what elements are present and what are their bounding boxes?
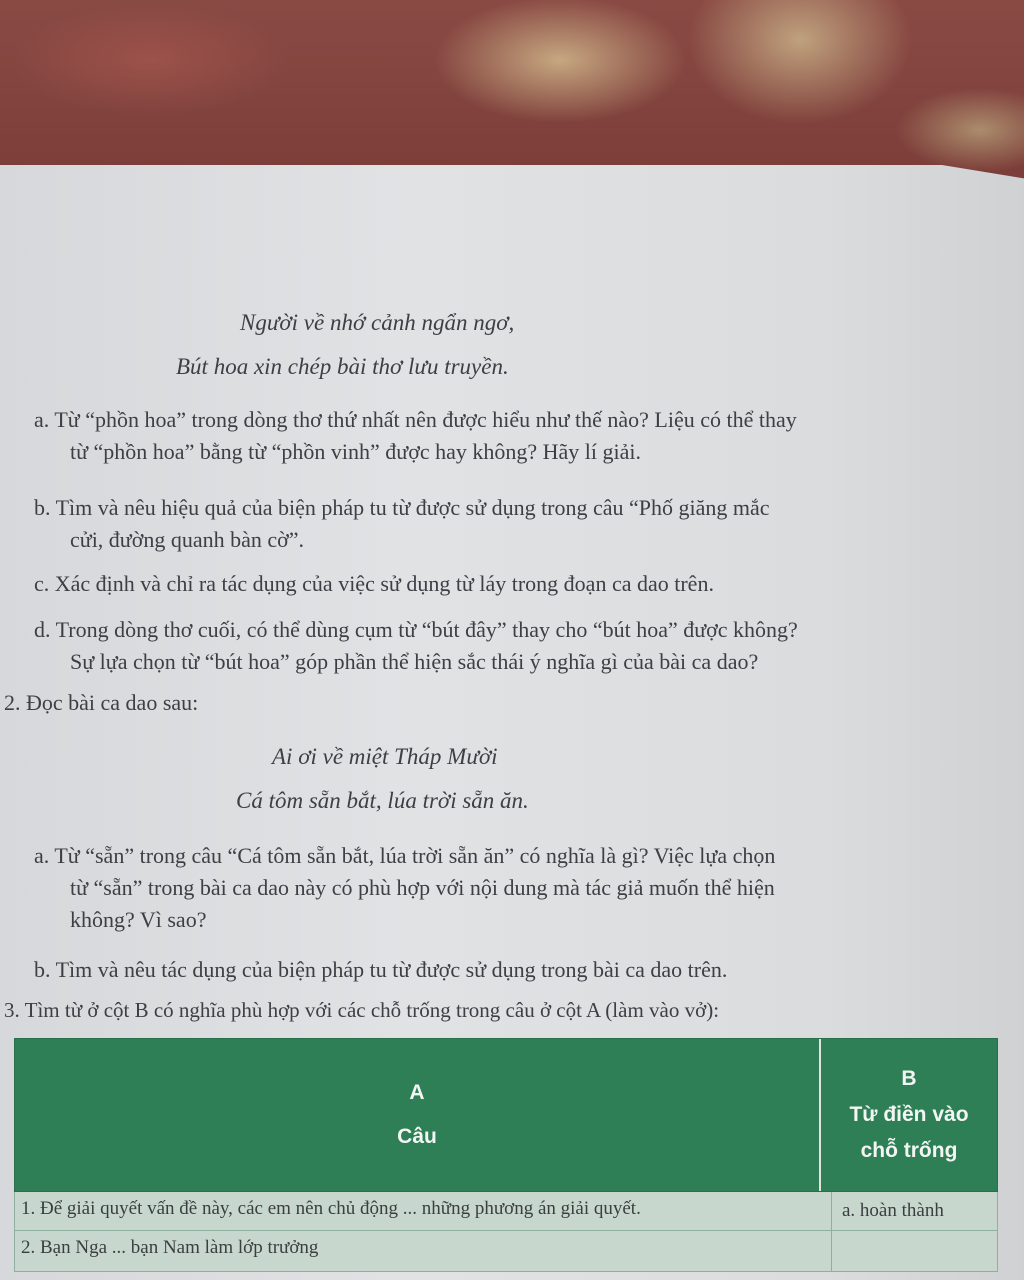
header-a-label: Câu	[397, 1125, 437, 1148]
section-3-title: 3. Tìm từ ở cột B có nghĩa phù hợp với các chỗ trống trong câu ở cột A (làm vào vở):	[4, 998, 720, 1022]
row-1-word: a. hoàn thành	[842, 1200, 944, 1221]
header-b-label-1: Từ điền vào	[849, 1103, 969, 1126]
question-1a-line1: a. Từ “phồn hoa” trong dòng thơ thứ nhất nên được hiểu như thế nào? Liệu có thể thay	[34, 407, 797, 432]
fill-in-table	[14, 1038, 998, 1272]
question-2a-line3: không? Vì sao?	[70, 907, 207, 932]
poem2-line1: Ai ơi về miệt Tháp Mười	[272, 744, 498, 769]
question-1d-line2: Sự lựa chọn từ “bút hoa” góp phần thể hiện sắc thái ý nghĩa gì của bài ca dao?	[70, 649, 759, 674]
header-b-label-2: chỗ trống	[860, 1139, 958, 1162]
question-1b	[34, 492, 1004, 556]
section-2-title: 2. Đọc bài ca dao sau:	[4, 690, 199, 715]
question-1d	[34, 614, 1004, 678]
question-2b-line1: b. Tìm và nêu tác dụng của biện pháp tu từ được sử dụng trong bài ca dao trên.	[34, 957, 728, 982]
question-1d-line1: d. Trong dòng thơ cuối, có thể dùng cụm từ “bút đây” thay cho “bút hoa” được không?	[34, 617, 798, 642]
poem1-line2: Bút hoa xin chép bài thơ lưu truyền.	[176, 354, 509, 379]
question-2a-line2: từ “sẵn” trong bài ca dao này có phù hợp với nội dung mà tác giả muốn thể hiện	[70, 875, 775, 900]
header-b-letter: B	[901, 1067, 917, 1090]
question-1c	[34, 568, 1004, 600]
header-column-b	[821, 1039, 997, 1191]
poem1-line1: Người về nhớ cảnh ngẩn ngơ,	[240, 310, 515, 335]
poem2-line2: Cá tôm sẵn bắt, lúa trời sẵn ăn.	[236, 788, 529, 813]
question-1b-line2: cửi, đường quanh bàn cờ”.	[70, 527, 305, 552]
row-2-word	[832, 1231, 997, 1271]
row-2-sentence: 2. Bạn Nga ... bạn Nam làm lớp trưởng	[15, 1231, 832, 1271]
question-1c-line1: c. Xác định và chỉ ra tác dụng của việc sử dụng từ láy trong đoạn ca dao trên.	[34, 571, 714, 596]
row-1-sentence: 1. Để giải quyết vấn đề này, các em nên chủ động ... những phương án giải quyết.	[15, 1192, 832, 1230]
table-row	[14, 1231, 998, 1272]
question-1b-line1: b. Tìm và nêu hiệu quả của biện pháp tu từ được sử dụng trong câu “Phố giăng mắc	[34, 495, 770, 520]
table-row	[14, 1192, 998, 1231]
question-2a-line1: a. Từ “sẵn” trong câu “Cá tôm sẵn bắt, lúa trời sẵn ăn” có nghĩa là gì? Việc lựa chọn	[34, 843, 776, 868]
header-a-letter: A	[409, 1081, 425, 1104]
table-header	[14, 1038, 998, 1192]
header-column-a	[15, 1039, 821, 1191]
question-1a	[34, 404, 1004, 468]
question-2b	[34, 954, 1004, 986]
question-1a-line2: từ “phồn hoa” bằng từ “phồn vinh” được hay không? Hãy lí giải.	[70, 439, 641, 464]
question-2a	[34, 840, 1004, 936]
